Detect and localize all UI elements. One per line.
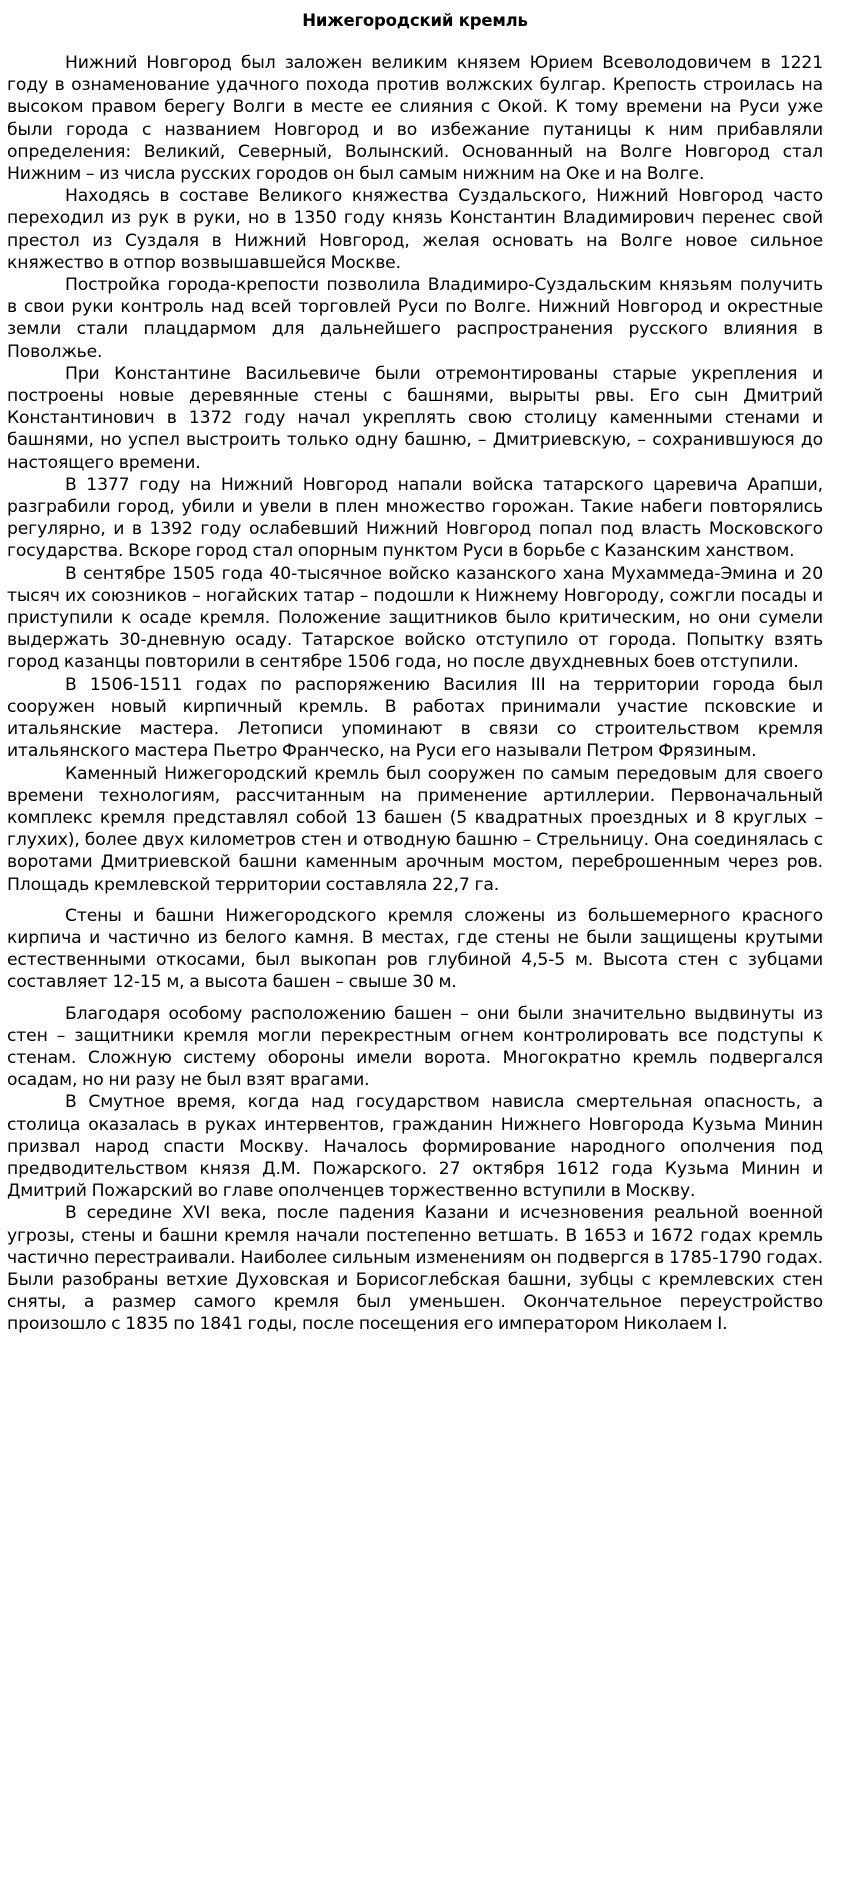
paragraph-siege-1505: В сентябре 1505 года 40-тысячное войско казанского хана Мухаммеда-Эмина и 20 тысяч их союзников – ногайских татар – подошли к Нижнему Новгороду, сожгли посады и приступили к осаде кремля. Положение защитников было критическим, но они сумели выдержать 30-дневную осаду. Татарское войско отступило от города. Попытку взять город казанцы повторили в сентябре 1506 года, но после двухдневных боев отступили. <box>7 563 823 673</box>
paragraph-kremlin-design: Каменный Нижегородский кремль был сооружен по самым передовым для своего времени технологиям, рассчитанным на применение артиллерии. Первоначальный комплекс кремля представлял собой 13 башен (5 квадратных проездных и 8 круглых – глухих), более двух километров стен и отводную башню – Стрельницу. Она соединялась с воротами Дмитриевской башни каменным арочным мостом, переброшенным через ров. Площадь кремлевской территории составляла 22,7 га. <box>7 763 823 895</box>
paragraph-founding: Нижний Новгород был заложен великим князем Юрием Всеволодовичем в 1221 году в ознаменование удачного похода против волжских булгар. Крепость строилась на высоком правом берегу Волги в месте ее слияния с Окой. К тому времени на Руси уже были города с названием Новгород и во избежание путаницы к ним прибавляли определения: Великий, Северный, Волынский. Основанный на Волге Новгород стал Нижним – из числа русских городов он был самым нижним на Оке и на Волге. <box>7 53 823 185</box>
document-body <box>7 52 823 1336</box>
paragraph-stone-kremlin-construction: В 1506-1511 годах по распоряжению Василия III на территории города был сооружен новый кирпичный кремль. В работах принимали участие псковские и итальянские мастера. Летописи упоминают в связи со строительством кремля итальянского мастера Пьетро Франческо, на Руси его называли Петром Фрязиным. <box>7 674 823 762</box>
paragraph-time-of-troubles: В Смутное время, когда над государством нависла смертельная опасность, а столица оказалась в руках интервентов, гражданин Нижнего Новгорода Кузьма Минин призвал народ спасти Москву. Началось формирование народного ополчения под предводительством князя Д.М. Пожарского. 27 октября 1612 года Кузьма Минин и Дмитрий Пожарский во главе ополченцев торжественно вступили в Москву. <box>7 1092 823 1202</box>
paragraph-defense-system: Благодаря особому расположению башен – они были значительно выдвинуты из стен – защитники кремля могли перекрестным огнем контролировать все подступы к стенам. Сложную систему обороны имели ворота. Многократно кремль подвергался осадам, но ни разу не был взят врагами. <box>7 1003 823 1091</box>
paragraph-konstantin-fortifications: При Константине Васильевиче были отремонтированы старые укрепления и построены новые деревянные стены с башнями, вырыты рвы. Его сын Дмитрий Константинович в 1372 году начал укреплять свою столицу каменными стенами и башнями, но успел выстроить только одну башню, – Дмитриевскую, – сохранившуюся до настоящего времени. <box>7 363 823 473</box>
paragraph-decline-and-rebuilding: В середине XVI века, после падения Казани и исчезновения реальной военной угрозы, стены и башни кремля начали постепенно ветшать. В 1653 и 1672 годах кремль частично перестраивали. Наиболее сильным изменениям он подвергся в 1785-1790 годах. Были разобраны ветхие Духовская и Борисоглебская башни, зубцы с кремлевских стен сняты, а размер самого кремля был уменьшен. Окончательное переустройство произошло с 1835 по 1841 годы, после посещения его императором Николаем I. <box>7 1203 823 1335</box>
paragraph-arapsha-raid: В 1377 году на Нижний Новгород напали войска татарского царевича Арапши, разграбили город, убили и увели в плен множество горожан. Такие набеги повторялись регулярно, и в 1392 году ослабевший Нижний Новгород попал под власть Московского государства. Вскоре город стал опорным пунктом Руси в борьбе с Казанским ханством. <box>7 474 823 562</box>
document-title: Нижегородский кремль <box>302 11 528 30</box>
paragraph-volga-trade: Постройка города-крепости позволила Владимиро-Суздальским князьям получить в свои руки контроль над всей торговлей Руси по Волге. Нижний Новгород и окрестные земли стали плацдармом для дальнейшего распространения русского влияния в Поволжье. <box>7 275 823 362</box>
paragraph-walls-and-towers: Стены и башни Нижегородского кремля сложены из большемерного красного кирпича и частично из белого камня. В местах, где стены не были защищены крутыми естественными откосами, был выкопан ров глубиной 4,5-5 м. Высота стен с зубцами составляет 12-15 м, а высота башен – свыше 30 м. <box>7 905 823 993</box>
paragraph-suzdal-principality: Находясь в составе Великого княжества Суздальского, Нижний Новгород часто переходил из рук в руки, но в 1350 году князь Константин Владимирович перенес свой престол из Суздаля в Нижний Новгород, желая основать на Волге новое сильное княжество в отпор возвышавшейся Москве. <box>7 186 823 273</box>
